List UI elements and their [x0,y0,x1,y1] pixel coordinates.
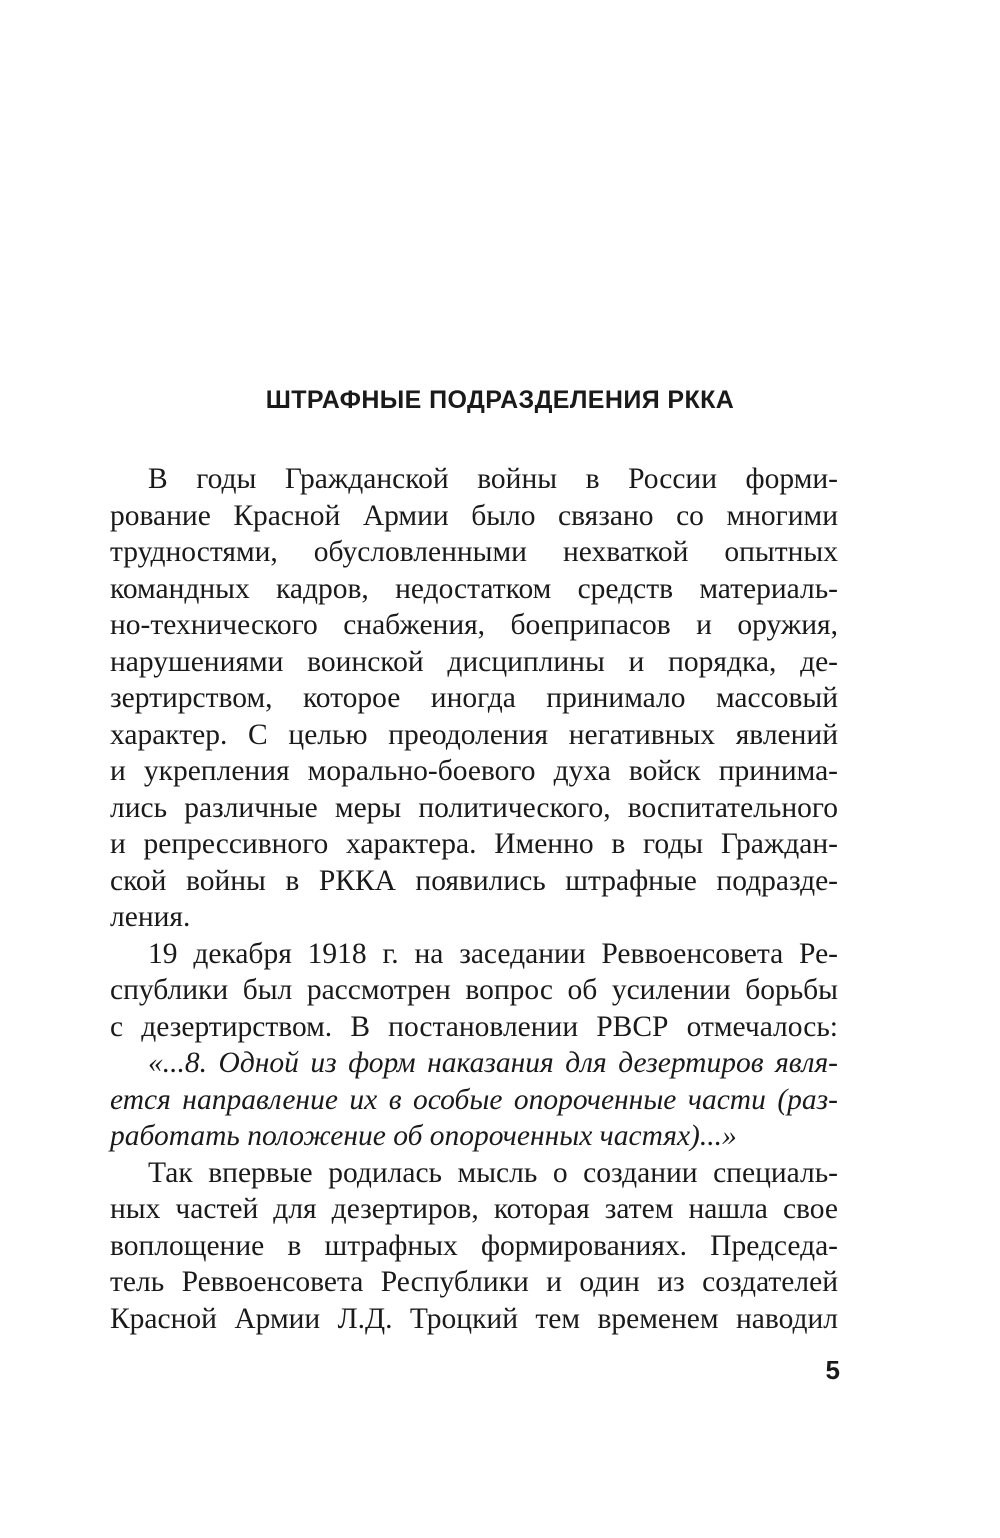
text-line: спублики был рассмотрен вопрос об усилении борьбы [110,974,838,1006]
chapter-heading: ШТРАФНЫЕ ПОДРАЗДЕЛЕНИЯ РККА [265,386,735,414]
quote-line: работать положение об опороченных частях)...» [110,1120,737,1152]
paragraph [110,461,838,936]
text-line: командных кадров, недостатком средств материаль- [110,572,838,605]
text-line: ской войны в РККА появились штрафные подразде- [110,864,838,897]
text-line: воплощение в штрафных формированиях. Председа- [110,1229,838,1262]
text-line: В годы Гражданской войны в России форми- [148,463,838,495]
text-line: рование Красной Армии было связано со многими [110,499,838,532]
body-text [110,461,838,1337]
text-line: зертирством, которое иногда принимало массовый [110,682,838,714]
text-line: 19 декабря 1918 г. на заседании Реввоенсовета Ре- [148,937,838,970]
text-line: и укрепления морально-боевого духа войск принима- [110,755,838,787]
quote-paragraph [110,1045,838,1155]
text-line: с дезертирством. В постановлении РВСР отмечалось: [110,1010,838,1043]
text-line: ных частей для дезертиров, которая затем нашла свое [110,1193,838,1225]
text-line: и репрессивного характера. Именно в годы Граждан- [110,828,838,860]
quote-line: «...8. Одной из форм наказания для дезертиров явля- [148,1047,838,1079]
text-line: нарушениями воинской дисциплины и порядка, де- [110,645,838,678]
text-line: Так впервые родилась мысль о создании специаль- [148,1156,838,1189]
text-line: но-технического снабжения, боеприпасов и оружия, [110,609,838,641]
text-line: лись различные меры политического, воспитательного [110,791,838,824]
text-line: трудностями, обусловленными нехваткой опытных [110,536,838,568]
text-line: ления. [110,901,191,933]
paragraph [110,1155,838,1338]
page-number: 5 [825,1355,840,1385]
text-line: Красной Армии Л.Д. Троцкий тем временем наводил [110,1302,838,1335]
text-line: тель Реввоенсовета Республики и один из создателей [110,1266,838,1298]
text-line: характер. С целью преодоления негативных явлений [110,718,838,751]
quote-line: ется направление их в особые опороченные части (раз- [110,1083,838,1116]
paragraph [110,936,838,1046]
